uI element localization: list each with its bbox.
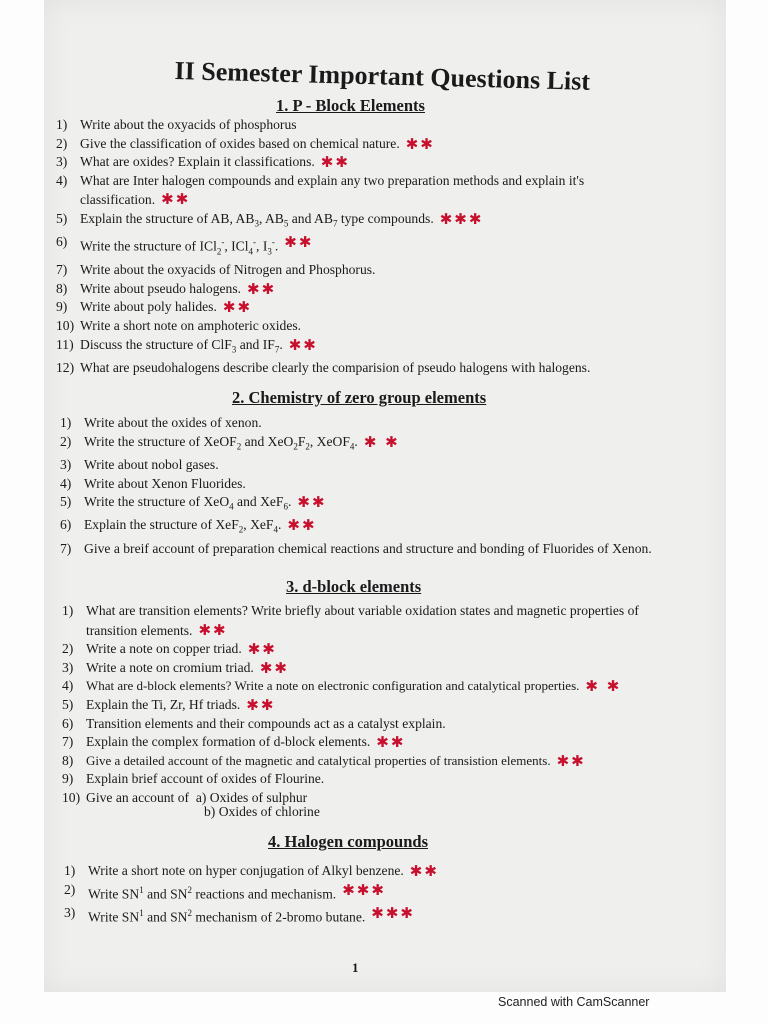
list-item: 4) What are Inter halogen compounds and explain any two preparation methods and explain it's classification. ✱✱ (56, 172, 585, 209)
list-item: 5) Explain the structure of AB, $AB_3$, $AB_5$ and $AB_7$ type compounds. ✱✱✱ (56, 210, 696, 233)
list-item: 8) Write about pseudo halogens. ✱✱ (56, 279, 277, 298)
asterisk-mark: ✱✱ (556, 751, 586, 770)
list-item: 6) Transition elements and their compounds act as a catalyst explain. (62, 715, 446, 731)
asterisk-mark: ✱✱✱ (439, 209, 484, 228)
list-item: 8) Give a detailed account of the magnetic and catalytical properties of transistion elements. ✱✱ (62, 751, 586, 770)
asterisk-mark: ✱✱ (222, 298, 253, 317)
question-list-p-block (56, 116, 696, 377)
list-item: 10) Write a short note on amphoteric oxides. (56, 317, 302, 333)
list-item: 9) Explain brief account of oxides of Flourine. (62, 771, 325, 787)
list-item: 1) What are transition elements? Write briefly about variable oxidation states and magnetic properties of transition elements. ✱✱ (62, 603, 639, 639)
asterisk-mark: ✱✱ (288, 335, 318, 354)
asterisk-mark: ✱ ✱ (585, 677, 622, 696)
section-heading-p-block: 1. P - Block Elements (276, 96, 425, 115)
section-heading-d-block: 3. d-block elements (286, 577, 422, 596)
list-item: 5) Explain the Ti, Zr, Hf triads. ✱✱ (62, 695, 276, 714)
asterisk-mark: ✱✱ (376, 733, 406, 752)
list-item: 7) Give a breif account of preparation chemical reactions and structure and bonding of Fluorides of Xenon. (60, 540, 652, 556)
asterisk-mark: ✱✱ (247, 640, 277, 659)
list-item: 9) Write about poly halides. ✱✱ (56, 298, 253, 317)
list-item: 1) Write a short note on hyper conjugation of Alkyl benzene. ✱✱ (64, 862, 439, 880)
page-number: 1 (352, 960, 359, 975)
list-item: 3) What are oxides? Explain it classifications. ✱✱ (56, 153, 350, 172)
asterisk-mark: ✱✱ (320, 153, 350, 172)
list-item: 1) Write about the oxyacids of phosphorus (56, 117, 297, 132)
asterisk-mark: ✱✱ (161, 190, 191, 209)
list-item: 2) Give the classification of oxides based on chemical nature. ✱✱ (56, 134, 435, 153)
asterisk-mark: ✱✱✱ (371, 903, 415, 922)
asterisk-mark: ✱✱ (246, 695, 276, 714)
asterisk-mark: ✱✱ (198, 620, 228, 639)
list-item: 12) What are pseudohalogens describe clearly the comparision of pseudo halogens with halogens. (56, 359, 591, 375)
asterisk-mark: ✱✱ (284, 233, 314, 252)
list-item: 7) Explain the complex formation of d-block elements. ✱✱ (62, 733, 406, 752)
asterisk-mark: ✱✱ (409, 862, 439, 880)
list-item: 2) Write a note on copper triad. ✱✱ (62, 640, 277, 659)
asterisk-mark: ✱✱✱ (342, 880, 386, 899)
list-item: 1) Write about the oxides of xenon. (60, 415, 262, 430)
list-item: 7) Write about the oxyacids of Nitrogen and Phosphorus. (56, 262, 376, 278)
list-item: 6) Write the structure of ICl$_2$-, ICl$_4$-, $I_3^-$. ✱✱ (56, 233, 696, 261)
list-item: 10) Give an account of a) Oxides of sulphur (62, 789, 308, 805)
asterisk-mark: ✱✱ (297, 493, 327, 512)
asterisk-mark: ✱✱ (259, 658, 289, 677)
list-item: 3) Write a note on cromium triad. ✱✱ (62, 658, 289, 677)
list-item: 11) Discuss the structure of ClF$_3$ and $IF_7$. ✱✱ (56, 336, 696, 359)
list-item: 4) What are d-block elements? Write a note on electronic configuration and catalytical properties. ✱ ✱ (62, 677, 622, 696)
question-list-halogen (64, 862, 684, 927)
question-list-zero-group (60, 414, 680, 558)
asterisk-mark: ✱ ✱ (363, 432, 400, 451)
list-item: 2) Write $SN^1$ and $SN^2$ reactions and mechanism. ✱✱✱ (64, 881, 684, 904)
sub-item-oxides-chlorine: b) Oxides of chlorine (204, 804, 320, 819)
list-item: 2) Write the structure of XeOF$_2$ and $XeO_2F_2$, XeOF$_4$. ✱ ✱ (60, 433, 680, 456)
asterisk-mark: ✱✱ (287, 516, 317, 535)
document-title: II Semester Important Questions List (174, 56, 591, 96)
list-item: 3) Write $SN^1$ and $SN^2$ mechanism of 2-bromo butane. ✱✱✱ (64, 904, 684, 927)
scanner-watermark: Scanned with CamScanner (498, 995, 650, 1009)
asterisk-mark: ✱✱ (247, 279, 277, 298)
list-item: 4) Write about Xenon Fluorides. (60, 475, 246, 491)
list-item: 6) Explain the structure of XeF$_2$, XeF$_4$. ✱✱ (60, 516, 680, 539)
section-heading-zero-group: 2. Chemistry of zero group elements (232, 388, 487, 407)
section-heading-halogen: 4. Halogen compounds (268, 832, 428, 851)
asterisk-mark: ✱✱ (405, 134, 435, 153)
list-item: 5) Write the structure of XeO$_4$ and XeF$_6$. ✱✱ (60, 493, 680, 516)
list-item: 3) Write about nobol gases. (60, 456, 219, 472)
question-list-d-block (62, 602, 682, 808)
